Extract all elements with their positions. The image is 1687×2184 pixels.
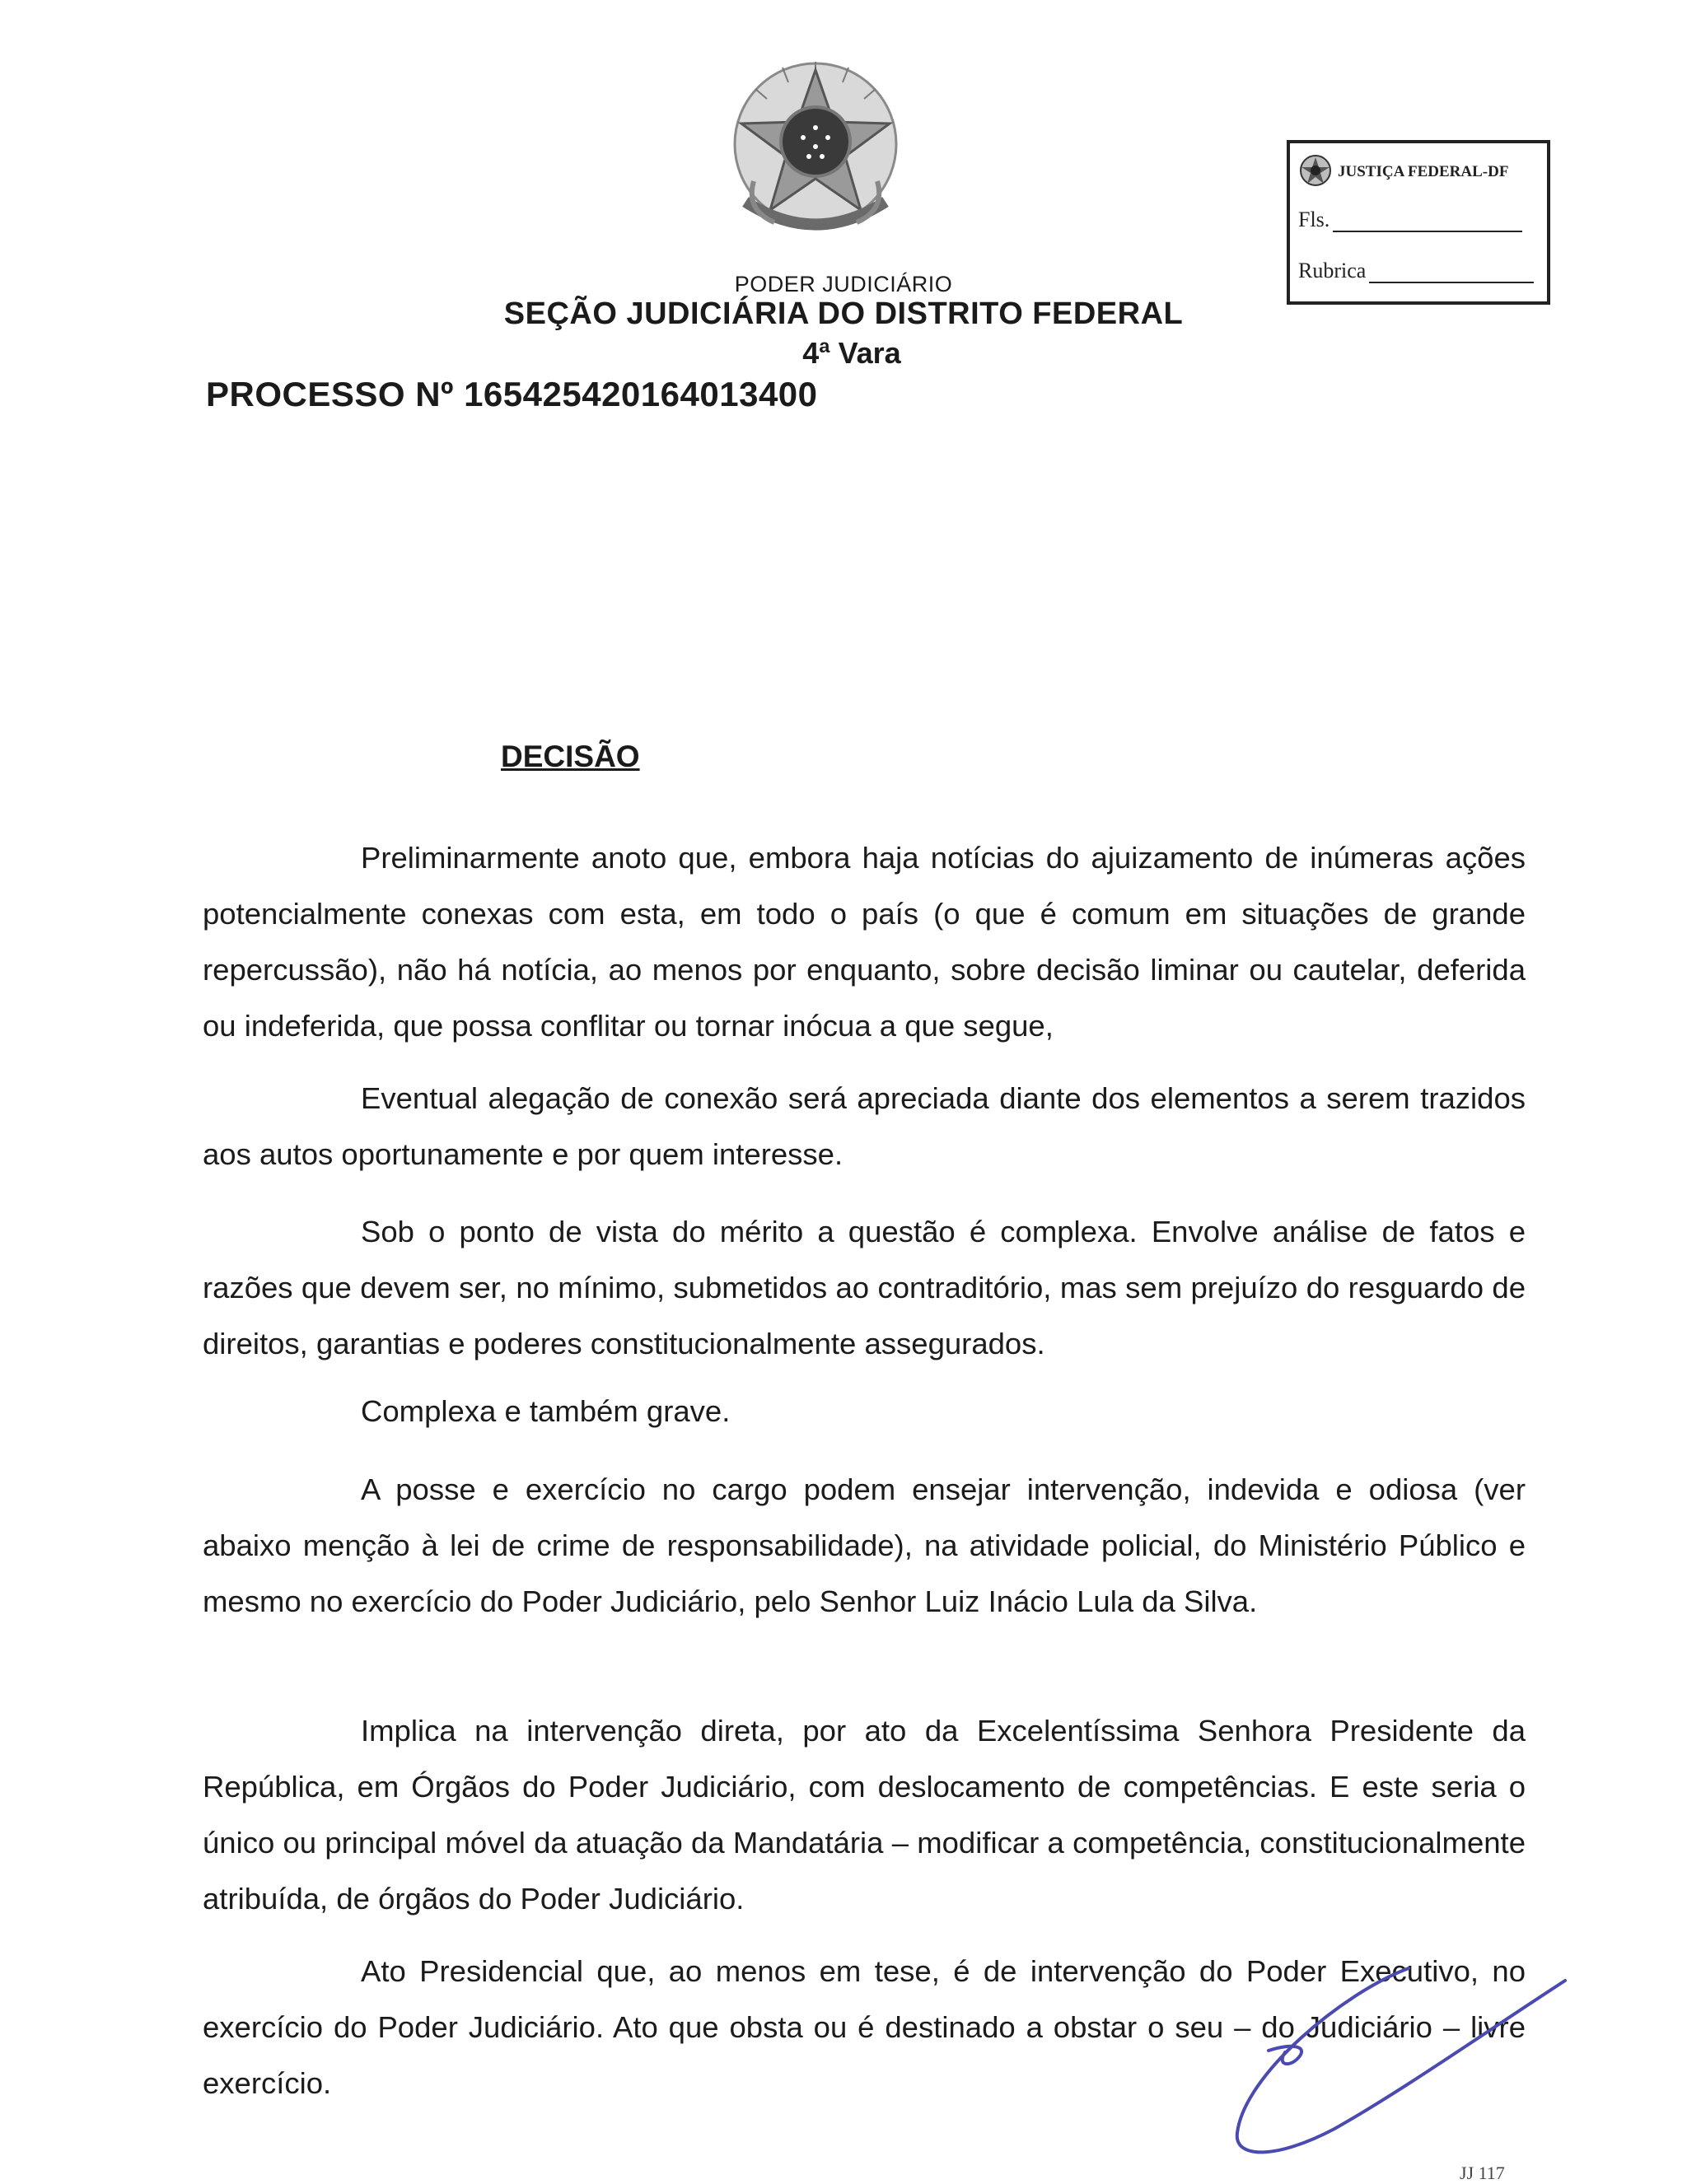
coat-of-arms-icon bbox=[729, 58, 902, 247]
paragraph-6: Implica na intervenção direta, por ato da Excelentíssima Senhora Presidente da República, em Órgãos do Poder Judiciário, com deslocamento de competências. E este seria o único ou principal móvel da atuação da Mandatária – modificar a competência, constitucionalmente atribuída, de órgãos do Poder Judiciário. bbox=[203, 1714, 1526, 1916]
stamp-rubrica-line bbox=[1369, 282, 1534, 283]
stamp-fls-row bbox=[1298, 208, 1522, 232]
handwritten-signature bbox=[1219, 1944, 1582, 2166]
stamp-rubrica-label: Rubrica bbox=[1298, 259, 1367, 282]
page-code: JJ 117 bbox=[1460, 2163, 1505, 2183]
header-section-title: SEÇÃO JUDICIÁRIA DO DISTRITO FEDERAL bbox=[503, 296, 1184, 331]
stamp-fls-line bbox=[1333, 231, 1522, 232]
paragraph-5: A posse e exercício no cargo podem ensejar intervenção, indevida e odiosa (ver abaixo menção à lei de crime de responsabilidade), na atividade policial, do Ministério Público e mesmo no exercício do Poder Judiciário, pelo Senhor Luiz Inácio Lula da Silva. bbox=[203, 1472, 1526, 1618]
paragraph-4: Complexa e também grave. bbox=[361, 1394, 731, 1428]
stamp-rubrica-row bbox=[1298, 259, 1534, 283]
header-court-division: 4ª Vara bbox=[802, 336, 901, 370]
decision-heading: DECISÃO bbox=[501, 740, 640, 773]
stamp-fls-label: Fls. bbox=[1298, 208, 1330, 231]
paragraph-7: Ato Presidencial que, ao menos em tese, é de intervenção do Poder Executivo, no exercício do Poder Judiciário. Ato que obsta ou é destinado a obstar o seu – do Judiciário – livre exercício. bbox=[203, 1954, 1526, 2100]
paragraph-2: Eventual alegação de conexão será apreciada diante dos elementos a serem trazidos aos autos oportunamente e por quem interesse. bbox=[203, 1081, 1526, 1171]
paragraph-1: Preliminarmente anoto que, embora haja notícias do ajuizamento de inúmeras ações potencialmente conexas com esta, em todo o país (o que é comum em situações de grande repercussão), não há notícia, ao menos por enquanto, sobre decisão liminar ou cautelar, deferida ou indeferida, que possa conflitar ou tornar inócua a que segue, bbox=[203, 841, 1526, 1043]
stamp-title: JUSTIÇA FEDERAL-DF bbox=[1338, 163, 1509, 180]
court-page-stamp bbox=[1287, 140, 1550, 305]
header-poder-judiciario: PODER JUDICIÁRIO bbox=[734, 272, 953, 296]
paragraph-3: Sob o ponto de vista do mérito a questão é complexa. Envolve análise de fatos e razões que devem ser, no mínimo, submetidos ao contraditório, mas sem prejuízo do resguardo de direitos, garantias e poderes constitucionalmente assegurados. bbox=[203, 1215, 1526, 1360]
coat-of-arms-small-icon bbox=[1298, 153, 1333, 188]
process-number: PROCESSO Nº 165425420164013400 bbox=[206, 375, 818, 413]
